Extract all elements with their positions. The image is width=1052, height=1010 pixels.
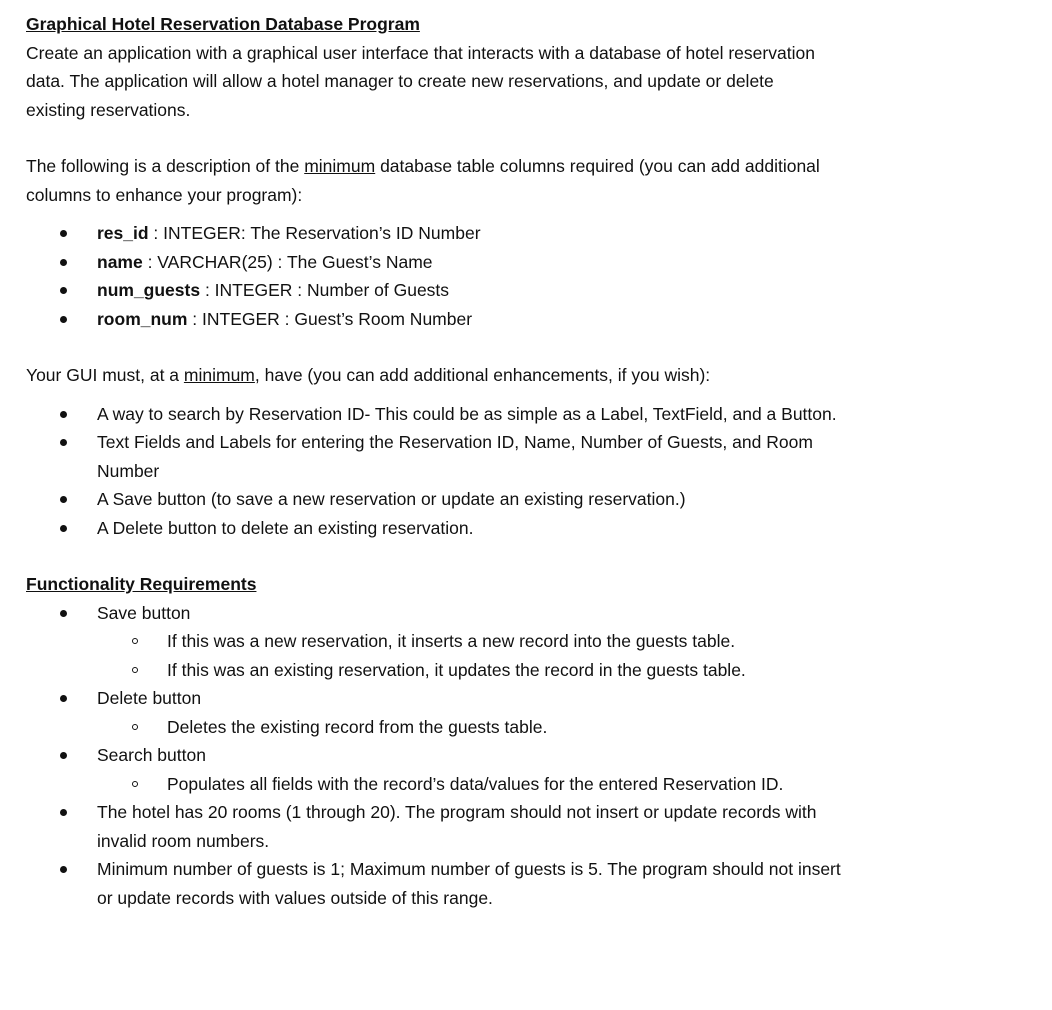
- hollow-bullet-icon: [132, 781, 138, 787]
- func-delete-sub-1: Deletes the existing record from the guests table.: [26, 713, 1026, 742]
- bullet-icon: [60, 259, 67, 266]
- minimum-emphasis: minimum: [183, 365, 255, 385]
- bullet-icon: [60, 809, 67, 816]
- intro-line-3: existing reservations.: [26, 99, 191, 120]
- column-item-name: name : VARCHAR(25) : The Guest’s Name: [26, 248, 1026, 277]
- hollow-bullet-icon: [132, 638, 138, 644]
- func-item-rooms-cont: invalid room numbers.: [97, 830, 270, 851]
- func-item-search: Search button: [26, 741, 1026, 770]
- columns-intro-line-2: columns to enhance your program):: [26, 184, 303, 205]
- func-item-delete: Delete button: [26, 684, 1026, 713]
- gui-item-fields-cont: Number: [97, 460, 160, 481]
- column-item-res-id: res_id : INTEGER: The Reservation’s ID Number: [26, 219, 1026, 248]
- hollow-bullet-icon: [132, 667, 138, 673]
- column-item-num-guests: num_guests : INTEGER : Number of Guests: [26, 276, 1026, 305]
- func-item-guests: Minimum number of guests is 1; Maximum number of guests is 5. The program should not insert: [26, 855, 1026, 884]
- column-item-room-num: room_num : INTEGER : Guest’s Room Number: [26, 305, 1026, 334]
- func-search-sub-1: Populates all fields with the record’s data/values for the entered Reservation ID.: [26, 770, 1026, 799]
- bullet-icon: [60, 287, 67, 294]
- func-save-sub-1: If this was a new reservation, it inserts a new record into the guests table.: [26, 627, 1026, 656]
- hollow-bullet-icon: [132, 724, 138, 730]
- func-item-rooms: The hotel has 20 rooms (1 through 20). The program should not insert or update records with: [26, 798, 1026, 827]
- bullet-icon: [60, 411, 67, 418]
- func-item-save: Save button: [26, 599, 1026, 628]
- bullet-icon: [60, 695, 67, 702]
- bullet-icon: [60, 496, 67, 503]
- bullet-icon: [60, 866, 67, 873]
- gui-item-search: A way to search by Reservation ID- This could be as simple as a Label, TextField, and a Button.: [26, 400, 1026, 429]
- bullet-icon: [60, 610, 67, 617]
- document-title: Graphical Hotel Reservation Database Program: [26, 14, 420, 34]
- bullet-icon: [60, 316, 67, 323]
- bullet-icon: [60, 525, 67, 532]
- func-save-sub-2: If this was an existing reservation, it updates the record in the guests table.: [26, 656, 1026, 685]
- gui-item-delete: A Delete button to delete an existing reservation.: [26, 514, 1026, 543]
- gui-item-save: A Save button (to save a new reservation or update an existing reservation.): [26, 485, 1026, 514]
- intro-line-2: data. The application will allow a hotel manager to create new reservations, and update or delete: [26, 71, 774, 91]
- bullet-icon: [60, 230, 67, 237]
- func-item-guests-cont: or update records with values outside of this range.: [97, 887, 493, 908]
- bullet-icon: [60, 439, 67, 446]
- columns-intro-line-1: The following is a description of the minimum database table columns required (you can add additional: [26, 156, 820, 176]
- bullet-icon: [60, 752, 67, 759]
- functionality-heading: Functionality Requirements: [26, 574, 257, 594]
- gui-item-fields: Text Fields and Labels for entering the Reservation ID, Name, Number of Guests, and Room: [26, 428, 1026, 457]
- document-page: [26, 10, 1026, 912]
- intro-line-1: Create an application with a graphical user interface that interacts with a database of hotel reservation: [26, 42, 815, 63]
- minimum-emphasis: minimum: [304, 156, 376, 176]
- gui-intro: Your GUI must, at a minimum, have (you can add additional enhancements, if you wish):: [26, 365, 711, 385]
